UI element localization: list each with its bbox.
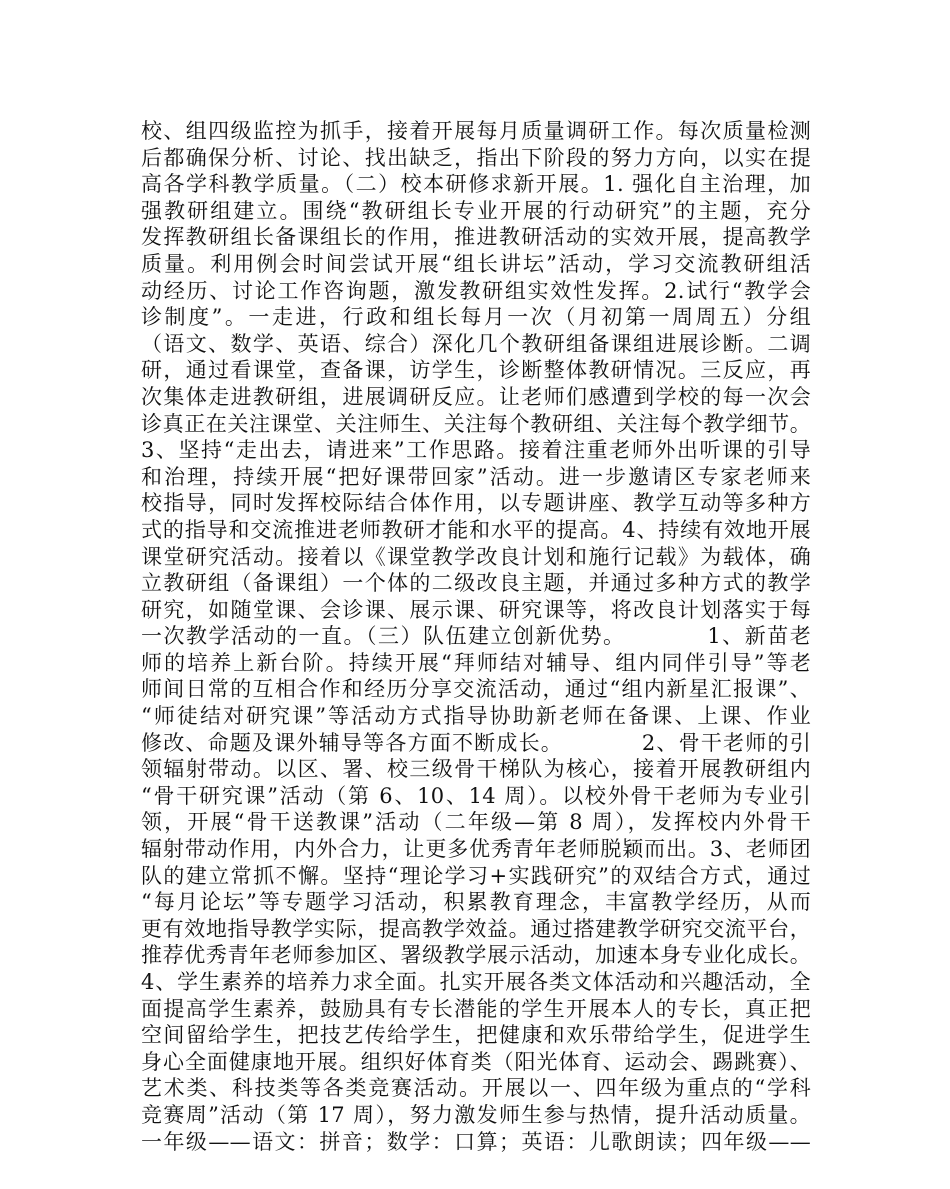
text-line: 更有效地指导教学实际，提高教学效益。通过搭建教学研究交流平台， [141,916,811,941]
text-line: 身心全面健康地开展。组织好体育类（阳光体育、运动会、踢跳赛）、 [141,1049,811,1074]
text-line: “每月论坛”等专题学习活动，积累教育理念，丰富教学经历，从而 [141,890,811,915]
text-line: 强教研组建立。围绕“教研组长专业开展的行动研究”的主题，充分 [141,198,811,223]
text-line: “师徒结对研究课”等活动方式指导协助新老师在备课、上课、作业 [141,704,811,729]
text-line: 和治理，持续开展“把好课带回家”活动。进一步邀请区专家老师来 [141,464,811,489]
text-line: 推荐优秀青年老师参加区、署级教学展示活动，加速本身专业化成长。 [141,943,811,968]
text-line: 队的建立常抓不懈。坚持“理论学习+实践研究”的双结合方式，通过 [141,863,811,888]
text-line: 式的指导和交流推进老师教研才能和水平的提高。4、持续有效地开展 [141,517,811,542]
text-line: 辐射带动作用，内外合力，让更多优秀青年老师脱颖而出。3、老师团 [141,837,811,862]
text-line: 竞赛周”活动（第 17 周），努力激发师生参与热情，提升活动质量。 [141,1102,811,1127]
text-line: 研究，如随堂课、会诊课、展示课、研究课等，将改良计划落实于每 [141,597,811,622]
text-line: （语文、数学、英语、综合）深化几个教研组备课组进展诊断。二调 [141,331,811,356]
text-line: 后都确保分析、讨论、找出缺乏，指出下阶段的努力方向，以实在提 [141,145,811,170]
text-line: 一年级——语文：拼音；数学：口算；英语：儿歌朗读；四年级—— [141,1129,811,1154]
text-line: 立教研组（备课组）一个体的二级改良主题，并通过多种方式的教学 [141,571,811,596]
text-line: 面提高学生素养，鼓励具有专长潜能的学生开展本人的专长，真正把 [141,996,811,1021]
text-line: 高各学科教学质量。（二）校本研修求新开展。1. 强化自主治理，加 [141,172,811,197]
text-line: 发挥教研组长备课组长的作用，推进教研活动的实效开展，提高教学 [141,225,811,250]
text-line: 校指导，同时发挥校际结合体作用，以专题讲座、教学互动等多种方 [141,491,811,516]
text-line: 校、组四级监控为抓手，接着开展每月质量调研工作。每次质量检测 [141,119,811,143]
text-line: 3、坚持“走出去，请进来”工作思路。接着注重老师外出听课的引导 [141,438,811,463]
text-line: “骨干研究课”活动（第 6、10、14 周）。以校外骨干老师为专业引 [141,783,811,808]
text-line: 4、学生素养的培养力求全面。扎实开展各类文体活动和兴趣活动，全 [141,970,811,994]
text-line: 师间日常的互相合作和经历分享交流活动，通过“组内新星汇报课”、 [141,677,811,702]
text-line: 诊制度”。一走进，行政和组长每月一次（月初第一周周五）分组 [141,305,811,330]
text-line: 次集体走进教研组，进展调研反应。让老师们感遭到学校的每一次会 [141,384,811,409]
body-text [141,118,811,1155]
text-line: 修改、命题及课外辅导等各方面不断成长。 2、骨干老师的引 [141,730,811,755]
text-line: 课堂研究活动。接着以《课堂教学改良计划和施行记载》为载体，确 [141,544,811,569]
text-line: 研，通过看课堂，查备课，访学生，诊断整体教研情况。三反应，再 [141,358,811,383]
text-line: 空间留给学生，把技艺传给学生，把健康和欢乐带给学生，促进学生 [141,1023,811,1048]
text-line: 艺术类、科技类等各类竞赛活动。开展以一、四年级为重点的“学科 [141,1076,811,1101]
text-line: 诊真正在关注课堂、关注师生、关注每个教研组、关注每个教学细节。 [141,411,811,436]
text-line: 领，开展“骨干送教课”活动（二年级—第 8 周），发挥校内外骨干 [141,810,811,835]
text-line: 质量。利用例会时间尝试开展“组长讲坛”活动，学习交流教研组活 [141,251,811,276]
text-line: 动经历、讨论工作咨询题，激发教研组实效性发挥。2.试行“教学会 [141,278,811,303]
text-line: 一次教学活动的一直。（三）队伍建立创新优势。 1、新苗老 [141,624,811,649]
text-line: 领辐射带动。以区、署、校三级骨干梯队为核心，接着开展教研组内 [141,757,811,782]
text-line: 师的培养上新台阶。持续开展“拜师结对辅导、组内同伴引导”等老 [141,650,811,675]
